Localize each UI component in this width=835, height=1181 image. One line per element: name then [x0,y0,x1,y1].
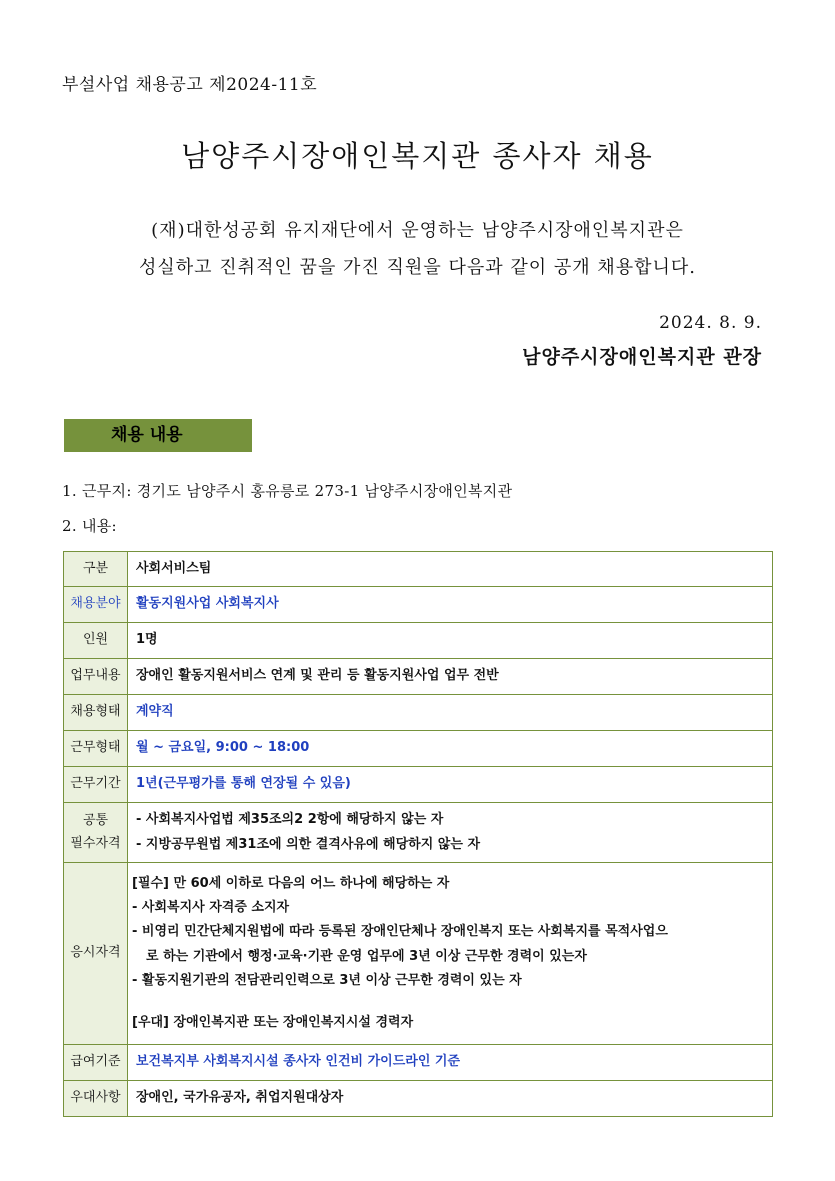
row-label [64,803,128,863]
requirement-line: - 사회복지사업법 제35조의2 2항에 해당하지 않는 자 [136,812,444,828]
requirement-line: - 지방공무원법 제31조에 의한 결격사유에 해당하지 않는 자 [136,836,481,852]
table-row-duties [64,659,773,695]
row-value: 1명 [128,623,773,659]
row-value: 보건복지부 사회복지시설 종사자 인건비 가이드라인 기준 [128,1045,773,1081]
spacer [132,993,764,1011]
qualification-line: 로 하는 기관에서 행정·교육·기관 운영 업무에 3년 이상 근무한 경력이 있는자 [146,948,587,964]
row-label-line: 필수자격 [70,835,121,851]
row-value: 장애인, 국가유공자, 취업지원대상자 [128,1081,773,1117]
table-row-common-requirements [64,803,773,863]
qualification-line: - 활동지원기관의 전담관리인력으로 3년 이상 근무한 경력이 있는 자 [132,972,522,988]
table-row-preferential [64,1081,773,1117]
row-value: 1년(근무평가를 통해 연장될 수 있음) [128,767,773,803]
table-row-salary [64,1045,773,1081]
row-label: 급여기준 [64,1045,128,1081]
intro-line-1: (재)대한성공회 유지재단에서 운영하는 남양주시장애인복지관은 [151,220,684,241]
page-title: 남양주시장애인복지관 종사자 채용 [181,139,654,173]
row-value [128,863,773,1045]
table-row-qualifications [64,863,773,1045]
intro-line-2: 성실하고 진취적인 꿈을 가진 직원을 다음과 같이 공개 채용합니다. [139,257,696,278]
row-value: 활동지원사업 사회복지사 [128,587,773,623]
row-label: 구분 [64,552,128,587]
row-label: 인원 [64,623,128,659]
workplace-item: 1. 근무지: 경기도 남양주시 홍유릉로 273-1 남양주시장애인복지관 [62,482,513,500]
row-value: 월 ~ 금요일, 9:00 ~ 18:00 [128,731,773,767]
row-label-line: 공통 [82,813,109,829]
table-row-work-hours [64,731,773,767]
qualification-line: - 사회복지사 자격증 소지자 [132,900,290,916]
preferred-qualification: [우대] 장애인복지관 또는 장애인복지시설 경력자 [132,1014,414,1030]
section-title: 채용 내용 [111,425,183,445]
row-label: 업무내용 [64,659,128,695]
row-value: 장애인 활동지원서비스 연계 및 관리 등 활동지원사업 업무 전반 [128,659,773,695]
row-value [128,803,773,863]
notice-number: 부설사업 채용공고 제2024-11호 [62,75,318,95]
row-label: 근무형태 [64,731,128,767]
content-item: 2. 내용: [62,517,117,535]
qualification-heading: [필수] 만 60세 이하로 다음의 어느 하나에 해당하는 자 [132,876,450,892]
row-value: 사회서비스팀 [128,552,773,587]
table-row-employment-type [64,695,773,731]
table-row-work-period [64,767,773,803]
notice-date: 2024. 8. 9. [659,313,762,333]
table-row-header [64,552,773,587]
row-label: 채용분야 [64,587,128,623]
row-label: 응시자격 [64,863,128,1045]
signer: 남양주시장애인복지관 관장 [522,346,762,368]
row-value: 계약직 [128,695,773,731]
row-label: 우대사항 [64,1081,128,1117]
row-label: 채용형태 [64,695,128,731]
table-row-headcount [64,623,773,659]
row-label: 근무기간 [64,767,128,803]
recruitment-table [63,551,773,1117]
section-header-bar [64,419,252,452]
table-row-field [64,587,773,623]
qualification-line: - 비영리 민간단체지원법에 따라 등록된 장애인단체나 장애인복지 또는 사회복지를 목적사업으 [132,924,668,940]
